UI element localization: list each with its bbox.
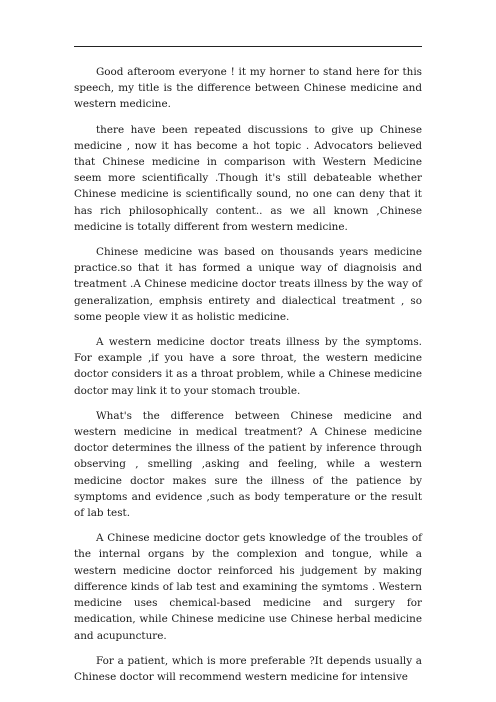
paragraph-7: For a patient, which is more preferable ?It depends usually a Chinese doctor will recommend western medicine for intensive <box>74 654 422 683</box>
paragraph-5: What's the difference between Chinese medicine and western medicine in medical treatment? A Chinese medicine doctor determines the illness of the patient by inference through observing , smelling ,asking and feeling, while a western medicine doctor makes sure the illness of the patience by symptoms and evidence ,such as body temperature or the result of lab test. <box>74 409 422 520</box>
paragraph-4: A western medicine doctor treats illness by the symptoms. For example ,if you have a sore throat, the western medicine doctor considers it as a throat problem, while a Chinese medicine doctor may link it to your stomach trouble. <box>74 336 422 397</box>
document-body <box>74 64 422 694</box>
paragraph-2: there have been repeated discussions to give up Chinese medicine , now it has become a hot topic . Advocators believed that Chinese medicine in comparison with Western Medicine seem more scientifically .Though it's still debateable whether Chinese medicine is scientifically sound, no one can deny that it has rich philosophically content.. as we all known ,Chinese medicine is totally different from western medicine. <box>74 123 422 233</box>
paragraph-3: Chinese medicine was based on thousands years medicine practice.so that it has formed a unique way of diagnoisis and treatment .A Chinese medicine doctor treats illness by the way of generalization, emphsis entirety and dialectical treatment , so some people view it as holistic medicine. <box>74 246 422 323</box>
paragraph-1: Good afteroom everyone ! it my horner to stand here for this speech, my title is the difference between Chinese medicine and western medicine. <box>74 66 422 111</box>
paragraph-6: A Chinese medicine doctor gets knowledge of the troubles of the internal organs by the complexion and tongue, while a western medicine doctor reinforced his judgement by making difference kinds of lab test and examining the symtoms . Western medicine uses chemical-based medicine and surgery for medication, while Chinese medicine use Chinese herbal medicine and acupuncture. <box>74 532 422 642</box>
header-rule <box>74 46 422 47</box>
